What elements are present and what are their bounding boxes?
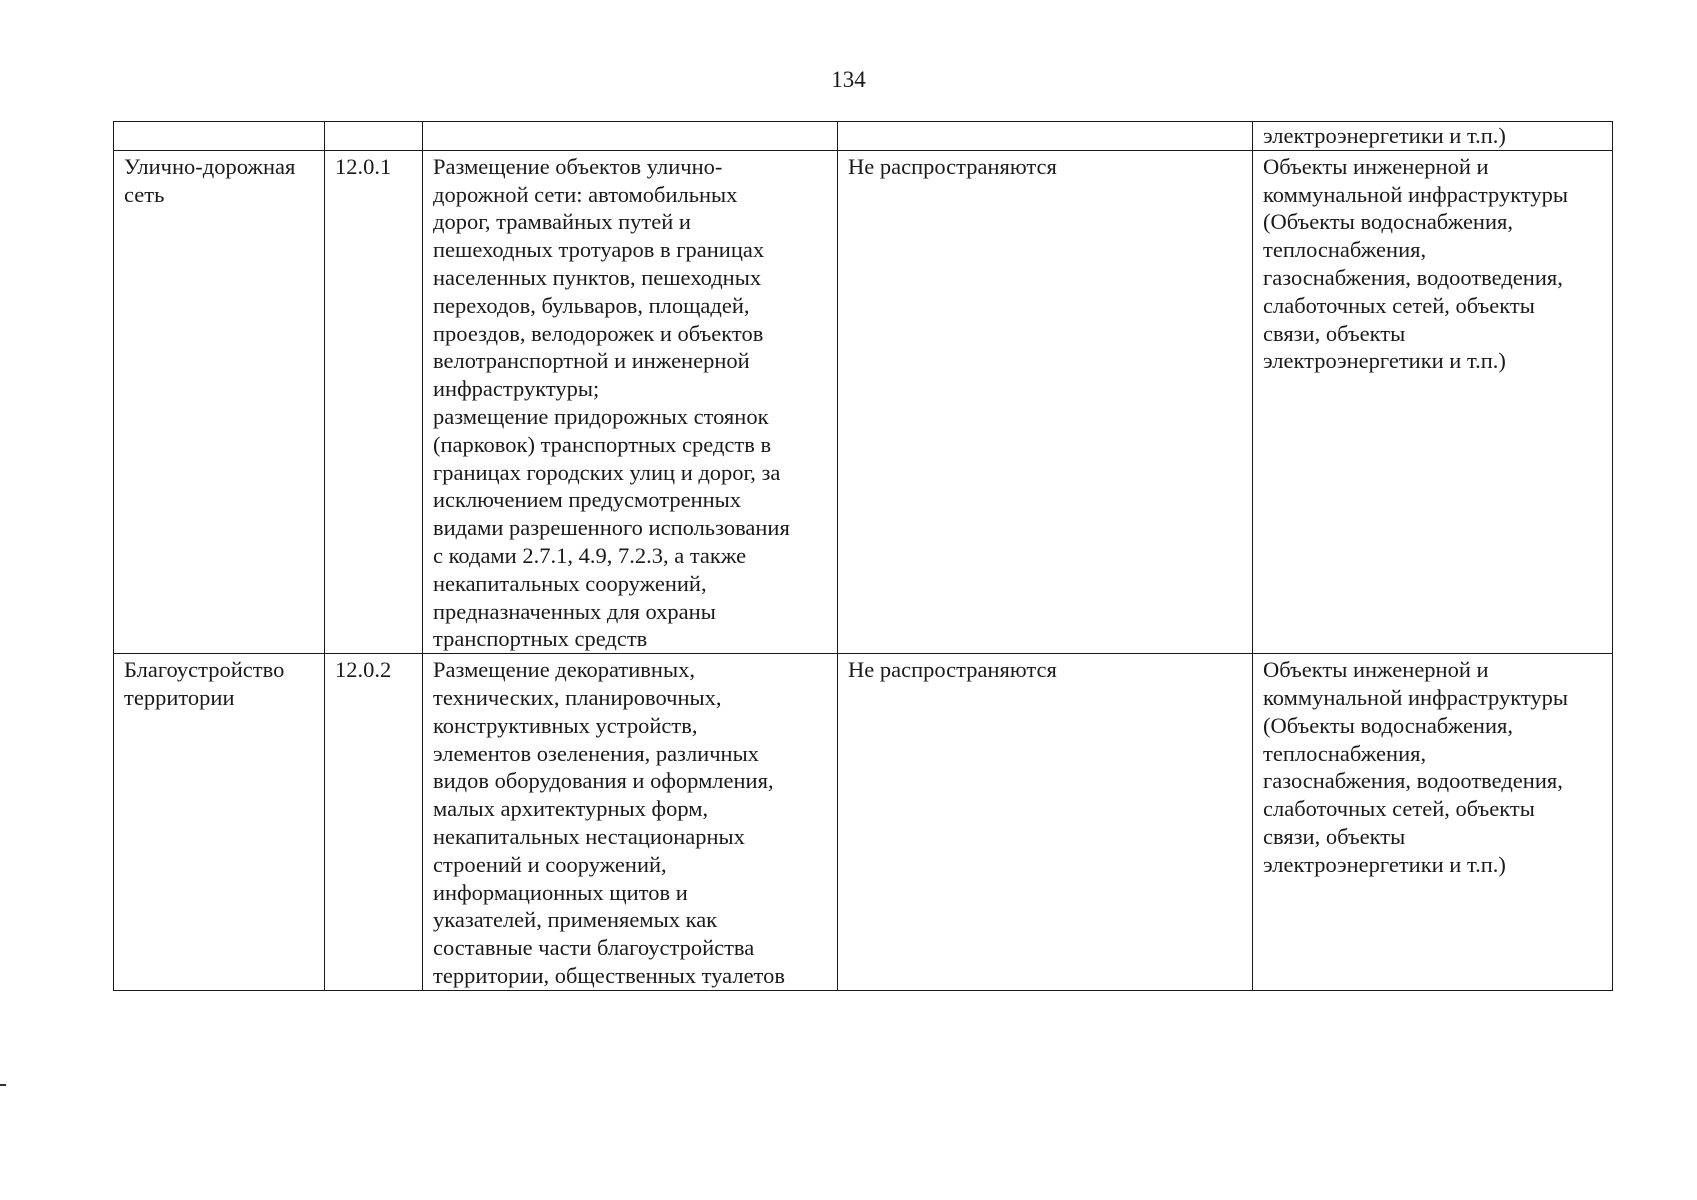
description-line: Размещение объектов улично- (433, 153, 723, 179)
table-cell (325, 122, 423, 151)
description-line: проездов, велодорожек и объектов (433, 320, 764, 346)
description-line: элементов озеленения, различных (433, 740, 759, 766)
land-use-name-cell (114, 150, 325, 653)
auxiliary-use-line: электроэнергетики и т.п.) (1263, 851, 1506, 877)
description-line: видами разрешенного использования (433, 515, 790, 541)
description-line: инфраструктуры; (433, 376, 600, 402)
land-use-code-cell: 12.0.2 (325, 654, 423, 991)
description-line: некапитальных нестационарных (433, 823, 745, 849)
description-line: территории, общественных туалетов (433, 962, 785, 988)
land-use-name-cell (114, 654, 325, 991)
description-line: исключением предусмотренных (433, 487, 742, 513)
auxiliary-use-line: коммунальной инфраструктуры (1263, 181, 1568, 207)
scan-margin-mark (0, 1084, 6, 1086)
description-line: размещение придорожных стоянок (433, 403, 769, 429)
description-line: пешеходных тротуаров в границах (433, 237, 765, 263)
auxiliary-use-cell (1253, 654, 1613, 991)
auxiliary-use-line: Объекты инженерной и (1263, 657, 1489, 683)
description-line: технических, планировочных, (433, 684, 722, 710)
auxiliary-use-line: газоснабжения, водоотведения, (1263, 768, 1563, 794)
description-line: транспортных средств (433, 626, 648, 652)
land-use-description-cell (423, 654, 838, 991)
description-line: дорожной сети: автомобильных (433, 181, 738, 207)
construction-limits-cell: Не распространяются (838, 654, 1253, 991)
table-row-continuation (114, 122, 1613, 151)
description-line: указателей, применяемых как (433, 907, 718, 933)
table-cell (114, 122, 325, 151)
description-line: границах городских улиц и дорог, за (433, 459, 781, 485)
auxiliary-use-line: слаботочных сетей, объекты (1263, 796, 1535, 822)
description-line: строений и сооружений, (433, 851, 667, 877)
description-line: переходов, бульваров, площадей, (433, 292, 750, 318)
land-use-name-line: Улично-дорожная (124, 153, 296, 179)
auxiliary-use-line: (Объекты водоснабжения, (1263, 712, 1513, 738)
auxiliary-use-line: связи, объекты (1263, 320, 1406, 346)
table-cell: электроэнергетики и т.п.) (1253, 122, 1613, 151)
description-line: конструктивных устройств, (433, 712, 698, 738)
description-line: некапитальных сооружений, (433, 570, 707, 596)
land-use-description-cell (423, 150, 838, 653)
auxiliary-use-line: электроэнергетики и т.п.) (1263, 348, 1506, 374)
description-line: информационных щитов и (433, 879, 688, 905)
auxiliary-use-cell (1253, 150, 1613, 653)
land-use-name-line: сеть (124, 181, 165, 207)
auxiliary-use-line: газоснабжения, водоотведения, (1263, 264, 1563, 290)
description-line: с кодами 2.7.1, 4.9, 7.2.3, а также (433, 542, 747, 568)
auxiliary-use-line: связи, объекты (1263, 823, 1406, 849)
table-cell (838, 122, 1253, 151)
description-line: велотранспортной и инженерной (433, 348, 750, 374)
land-use-name-line: Благоустройство (124, 657, 285, 683)
auxiliary-use-line: теплоснабжения, (1263, 740, 1427, 766)
description-line: Размещение декоративных, (433, 657, 695, 683)
description-line: дорог, трамвайных путей и (433, 209, 691, 235)
description-line: малых архитектурных форм, (433, 796, 709, 822)
auxiliary-use-line: слаботочных сетей, объекты (1263, 292, 1535, 318)
table-cell (423, 122, 838, 151)
page-number: 134 (831, 67, 866, 92)
construction-limits-cell: Не распространяются (838, 150, 1253, 653)
description-line: предназначенных для охраны (433, 598, 716, 624)
auxiliary-use-line: Объекты инженерной и (1263, 153, 1489, 179)
land-use-code-cell: 12.0.1 (325, 150, 423, 653)
auxiliary-use-line: (Объекты водоснабжения, (1263, 209, 1513, 235)
land-use-name-line: территории (124, 684, 235, 710)
description-line: (парковок) транспортных средств в (433, 431, 772, 457)
description-line: видов оборудования и оформления, (433, 768, 774, 794)
description-line: населенных пунктов, пешеходных (433, 264, 762, 290)
table-row (114, 654, 1613, 991)
land-use-table (113, 121, 1613, 991)
table-row (114, 150, 1613, 653)
auxiliary-use-line: теплоснабжения, (1263, 237, 1427, 263)
description-line: составные части благоустройства (433, 935, 755, 961)
auxiliary-use-line: коммунальной инфраструктуры (1263, 684, 1568, 710)
